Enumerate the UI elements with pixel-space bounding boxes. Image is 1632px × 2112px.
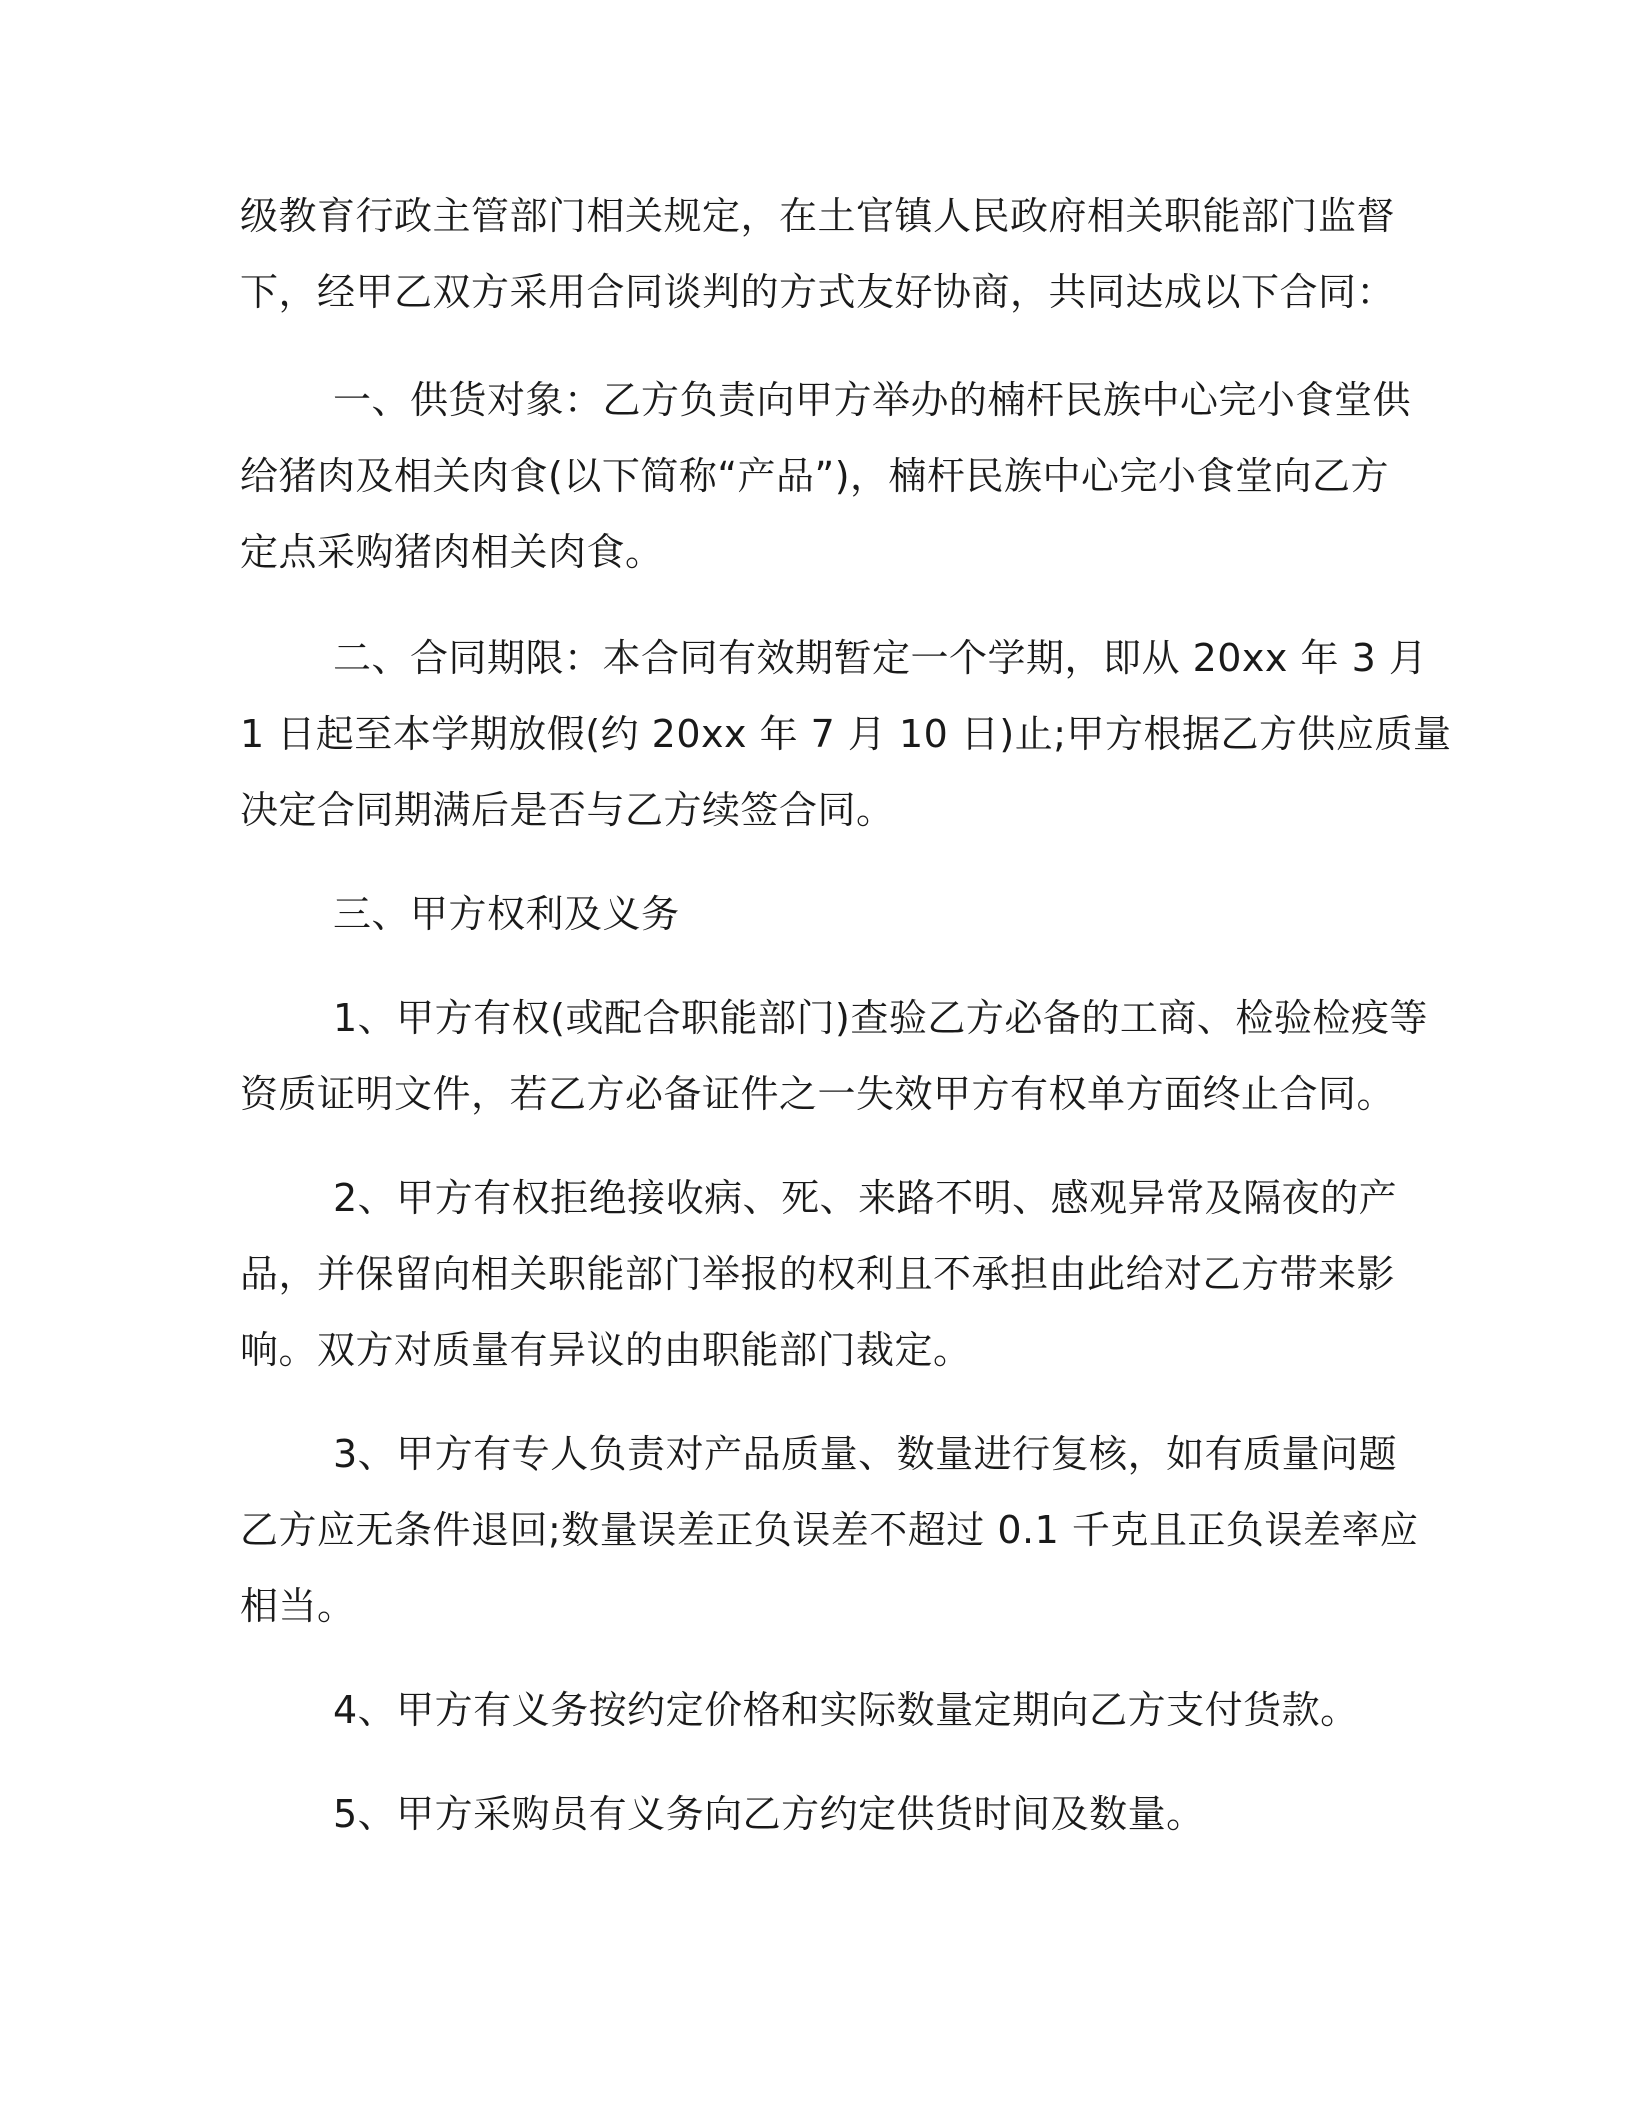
paragraph-heading-contract-term: 二、合同期限：本合同有效期暂定一个学期，即从 20xx 年 3 月 [333, 636, 1428, 680]
clause-4: 4、甲方有义务按约定价格和实际数量定期向乙方支付货款。 [333, 1688, 1359, 1732]
section-heading-rights-obligations: 三、甲方权利及义务 [333, 892, 680, 936]
text-line: 1 日起至本学期放假(约 20xx 年 7 月 10 日)止;甲方根据乙方供应质量 [240, 712, 1452, 756]
clause-5: 5、甲方采购员有义务向乙方约定供货时间及数量。 [333, 1792, 1205, 1836]
text-line: 乙方应无条件退回;数量误差正负误差不超过 0.1 千克且正负误差率应 [240, 1508, 1419, 1552]
clause-3: 3、甲方有专人负责对产品质量、数量进行复核，如有质量问题 [333, 1432, 1398, 1476]
text-line: 决定合同期满后是否与乙方续签合同。 [240, 788, 895, 832]
text-line: 给猪肉及相关肉食(以下简称“产品”)，楠杆民族中心完小食堂向乙方 [240, 454, 1390, 498]
text-line: 品，并保留向相关职能部门举报的权利且不承担由此给对乙方带来影 [240, 1252, 1396, 1296]
clause-2: 2、甲方有权拒绝接收病、死、来路不明、感观异常及隔夜的产 [333, 1176, 1398, 1220]
text-line: 定点采购猪肉相关肉食。 [240, 530, 664, 574]
text-line: 响。双方对质量有异议的由职能部门裁定。 [240, 1328, 972, 1372]
text-line: 下，经甲乙双方采用合同谈判的方式友好协商，共同达成以下合同： [240, 270, 1396, 314]
text-line: 资质证明文件，若乙方必备证件之一失效甲方有权单方面终止合同。 [240, 1072, 1396, 1116]
paragraph-heading-supply-object: 一、供货对象：乙方负责向甲方举办的楠杆民族中心完小食堂供 [333, 378, 1412, 422]
text-line: 相当。 [240, 1584, 356, 1628]
text-line: 级教育行政主管部门相关规定，在土官镇人民政府相关职能部门监督 [240, 194, 1396, 238]
clause-1: 1、甲方有权(或配合职能部门)查验乙方必备的工商、检验检疫等 [333, 996, 1428, 1040]
